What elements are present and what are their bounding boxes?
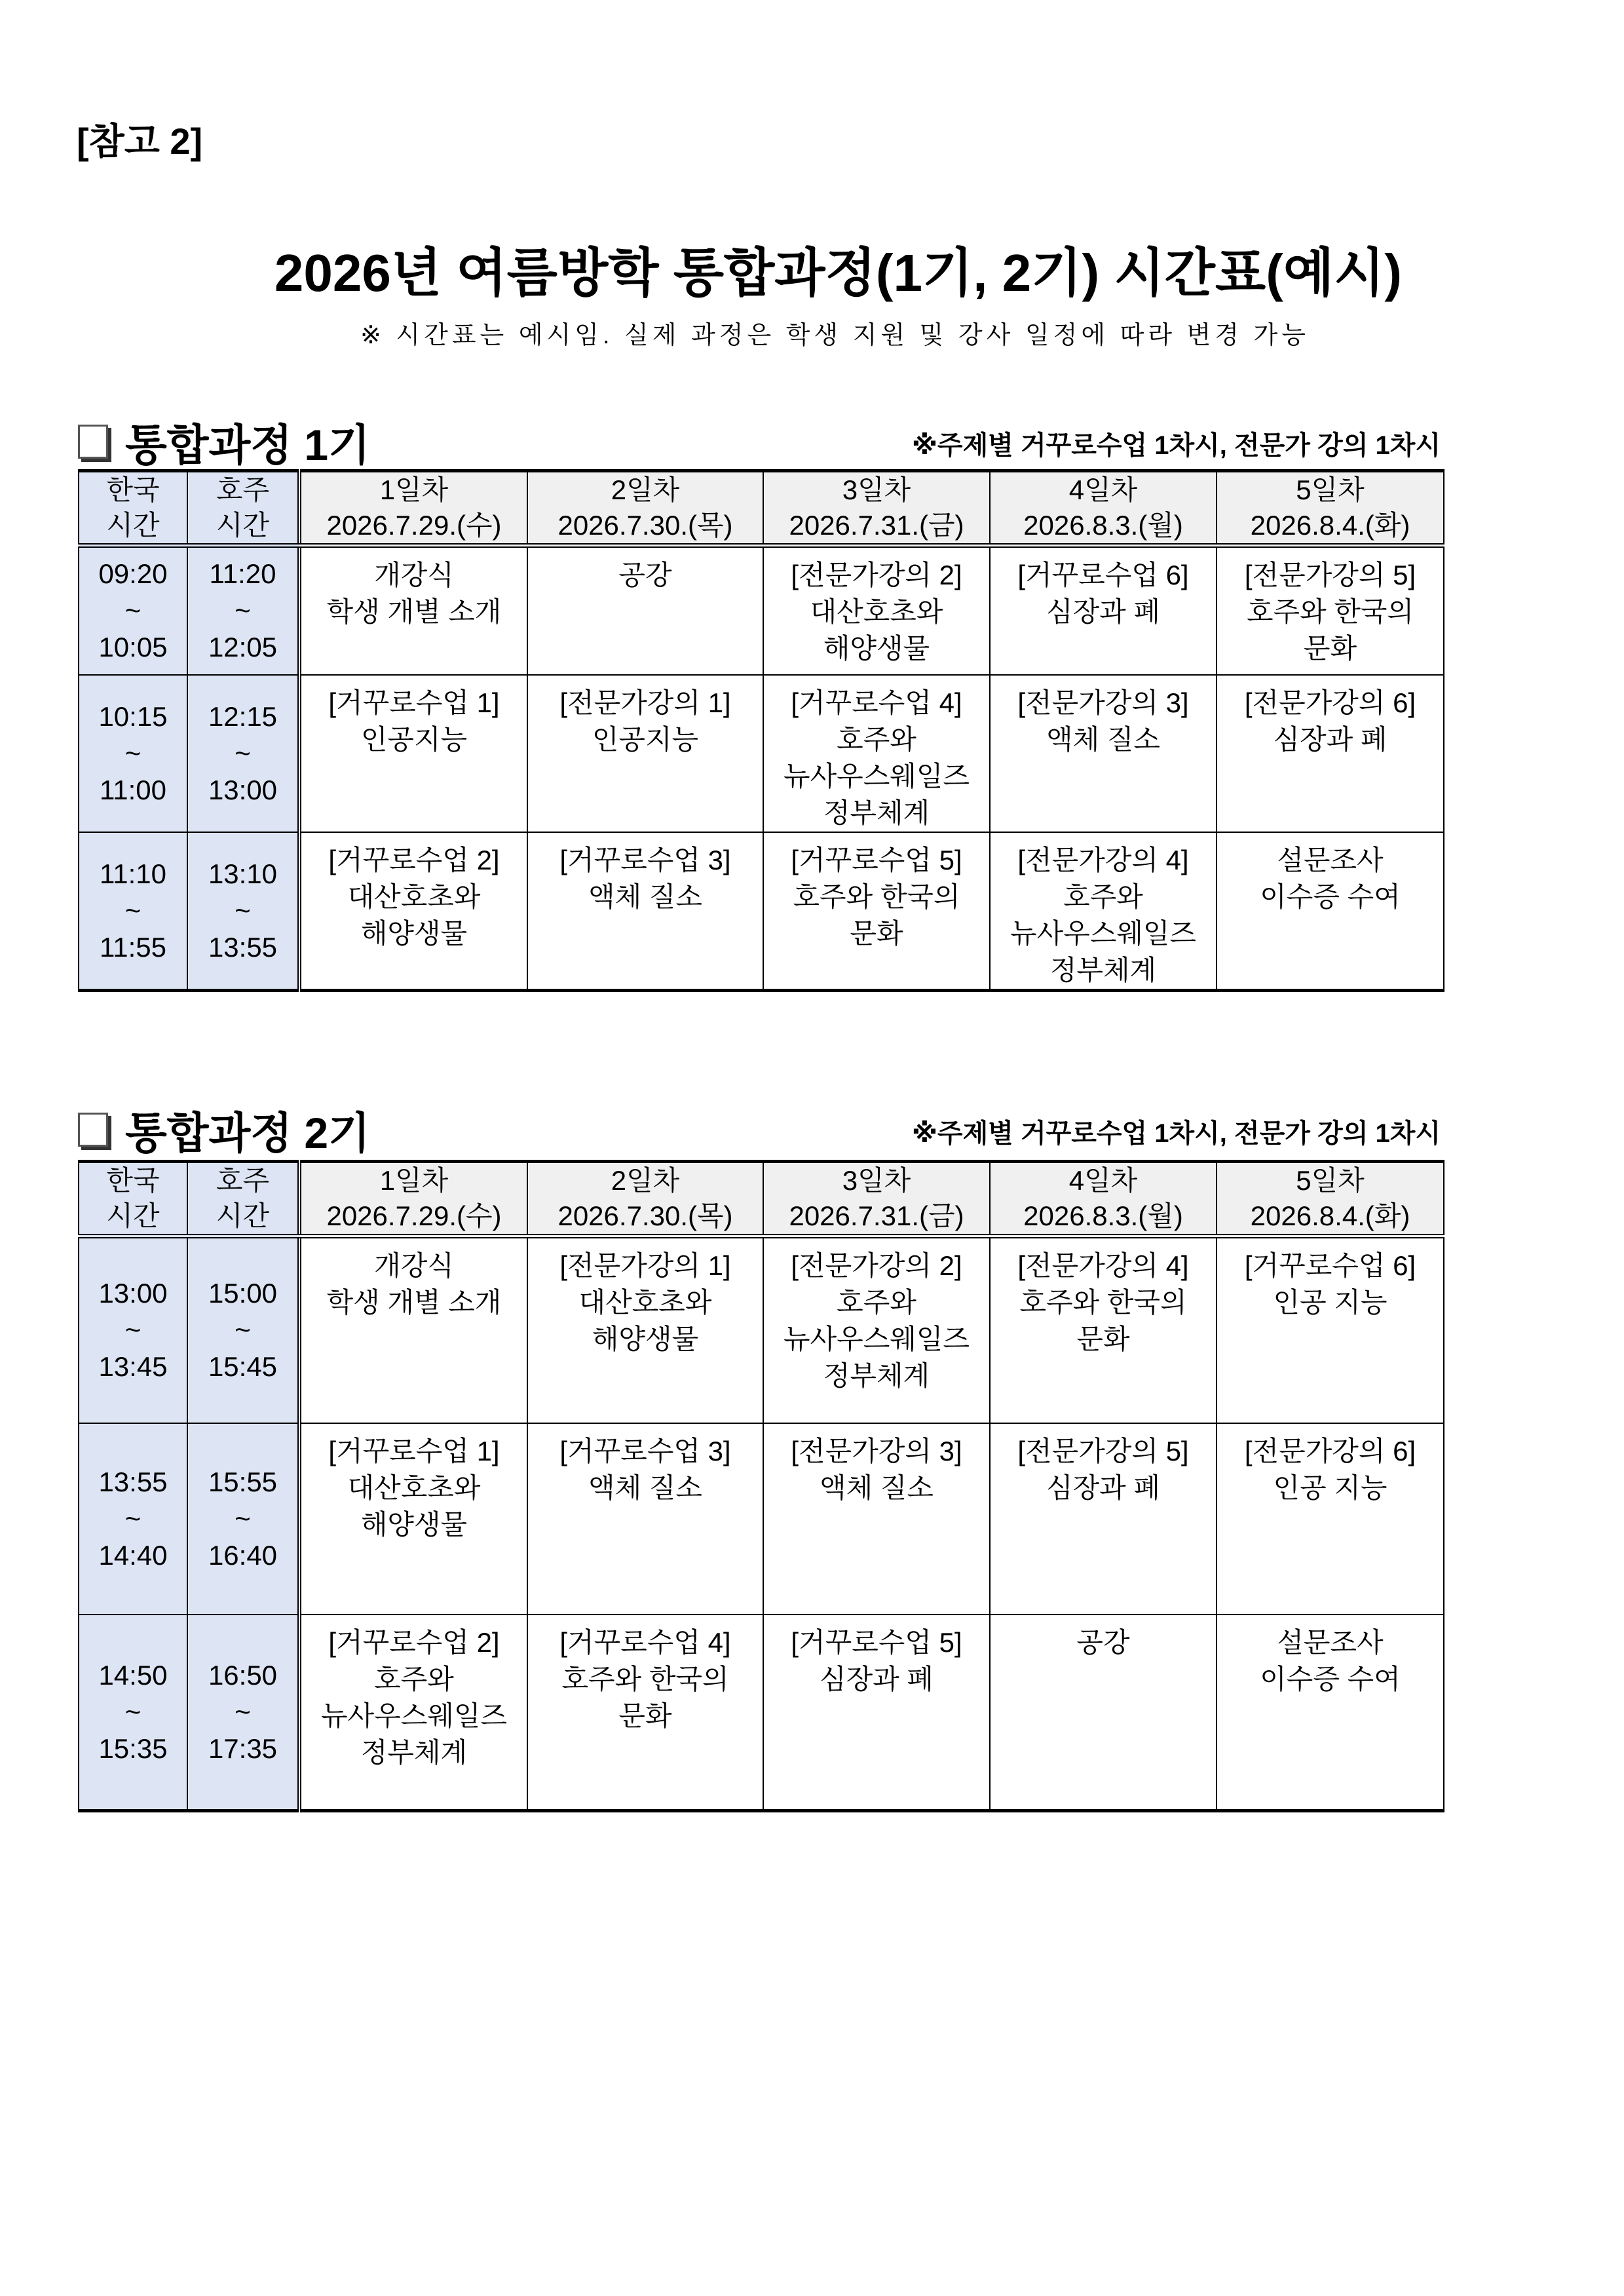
time-text: 13:55 — [208, 931, 278, 963]
time-text: ~ — [235, 894, 251, 926]
day-date: 2026.7.31.(금) — [789, 1200, 964, 1231]
time-text: 11:10 — [100, 858, 166, 889]
section-heading — [78, 410, 370, 472]
session-text: 해양생물 — [823, 633, 930, 664]
korea-time-cell — [79, 832, 187, 991]
header-text: 호주 — [216, 1165, 270, 1196]
day-label: 1일차 — [379, 1165, 449, 1196]
session-text: 문화 — [618, 1700, 672, 1731]
schedule-cell — [990, 1236, 1217, 1423]
session-title: [전문가강의 2] — [791, 1250, 962, 1281]
schedule-cell — [299, 675, 527, 832]
table-row — [79, 675, 1444, 832]
aus-time-cell — [187, 832, 299, 991]
session-title: [전문가강의 5] — [1244, 560, 1416, 590]
session-title: [전문가강의 5] — [1017, 1435, 1189, 1466]
time-text: ~ — [235, 1696, 251, 1727]
session-text: 호주와 — [837, 723, 916, 755]
header-row — [79, 1162, 1444, 1236]
day-label: 2일차 — [611, 1165, 680, 1196]
day-date: 2026.7.31.(금) — [789, 510, 964, 541]
session-text: 액체 질소 — [588, 881, 702, 912]
session-text: 뉴사우스웨일즈 — [320, 1700, 507, 1731]
time-text: 11:00 — [100, 774, 166, 805]
header-day-1 — [299, 1162, 527, 1236]
session-text: 호주와 한국의 — [561, 1663, 729, 1694]
time-text: ~ — [124, 1696, 142, 1727]
timetable-2 — [78, 1160, 1445, 1812]
time-text: ~ — [124, 894, 142, 926]
schedule-cell — [527, 1236, 763, 1423]
schedule-cell — [527, 546, 763, 675]
session-title: [거꾸로수업 4] — [559, 1626, 731, 1658]
schedule-cell — [763, 675, 990, 832]
aus-time-cell — [187, 1236, 299, 1423]
header-day-5 — [1217, 471, 1444, 546]
header-day-2 — [527, 1162, 763, 1236]
session-text: 호주와 — [1063, 881, 1143, 912]
korea-time-cell — [79, 546, 187, 675]
session-text: 해양생물 — [592, 1324, 699, 1354]
header-aus-time — [187, 1162, 299, 1236]
session-title: [전문가강의 4] — [1017, 1250, 1189, 1281]
session-title: [거꾸로수업 1] — [328, 687, 500, 718]
session-title: [전문가강의 6] — [1244, 687, 1416, 718]
schedule-cell — [990, 1615, 1217, 1811]
schedule-cell — [1217, 1423, 1444, 1615]
session-text: 뉴사우스웨일즈 — [783, 1324, 970, 1354]
session-text: 심장과 폐 — [1046, 596, 1160, 627]
schedule-cell — [527, 1615, 763, 1811]
day-date: 2026.7.29.(수) — [326, 510, 502, 541]
section-title: 통합과정 1기 — [125, 421, 370, 469]
timetable-1 — [78, 469, 1445, 992]
session-title: [거꾸로수업 3] — [559, 844, 731, 875]
day-label: 2일차 — [611, 474, 680, 505]
korea-time-cell — [79, 1615, 187, 1811]
session-title: [거꾸로수업 4] — [791, 687, 962, 718]
session-text: 호주와 한국의 — [1246, 596, 1414, 627]
time-text: ~ — [235, 595, 251, 626]
session-text: 문화 — [850, 917, 903, 949]
session-text: 인공 지능 — [1273, 1287, 1388, 1318]
day-date: 2026.7.30.(목) — [557, 1200, 733, 1231]
session-title: [거꾸로수업 5] — [791, 844, 962, 875]
session-text: 학생 개별 소개 — [326, 596, 502, 627]
session-text: 심장과 폐 — [1273, 723, 1388, 755]
header-day-4 — [990, 1162, 1217, 1236]
header-text: 한국 — [106, 474, 160, 505]
header-day-3 — [763, 1162, 990, 1236]
header-text: 호주 — [216, 474, 270, 505]
day-date: 2026.7.29.(수) — [326, 1200, 502, 1231]
section-note: ※주제별 거꾸로수업 1차시, 전문가 강의 1차시 — [912, 431, 1441, 460]
schedule-cell — [763, 1423, 990, 1615]
time-text: 13:00 — [208, 774, 278, 805]
day-label: 5일차 — [1296, 474, 1365, 505]
section-title: 통합과정 2기 — [125, 1109, 370, 1157]
session-text: 대산호초와 — [347, 881, 481, 912]
schedule-cell — [527, 832, 763, 991]
time-text: 15:55 — [208, 1466, 278, 1497]
time-text: 15:35 — [98, 1732, 168, 1764]
session-text: 호주와 — [837, 1287, 916, 1318]
time-text: 14:40 — [98, 1539, 168, 1571]
session-text: 액체 질소 — [1046, 723, 1160, 755]
schedule-cell — [1217, 546, 1444, 675]
day-date: 2026.8.3.(월) — [1023, 1200, 1183, 1231]
session-text: 뉴사우스웨일즈 — [783, 760, 970, 792]
schedule-cell — [527, 1423, 763, 1615]
session-title: [거꾸로수업 6] — [1244, 1250, 1416, 1281]
header-day-5 — [1217, 1162, 1444, 1236]
time-text: 11:55 — [100, 931, 166, 963]
section-2-header — [78, 1098, 1441, 1157]
section-heading — [78, 1098, 370, 1160]
header-day-2 — [527, 471, 763, 546]
section-1-header — [78, 410, 1441, 469]
table-row — [79, 1423, 1444, 1615]
korea-time-cell — [79, 675, 187, 832]
session-text: 대산호초와 — [810, 596, 943, 627]
session-text: 대산호초와 — [578, 1287, 712, 1318]
session-text: 정부체계 — [823, 1360, 930, 1391]
session-title: [거꾸로수업 3] — [559, 1435, 731, 1466]
session-title: 설문조사 — [1277, 1626, 1384, 1658]
day-date: 2026.8.4.(화) — [1250, 1200, 1410, 1231]
session-text: 심장과 폐 — [820, 1663, 934, 1694]
schedule-cell — [990, 832, 1217, 991]
session-text: 해양생물 — [360, 1508, 468, 1540]
session-title: [거꾸로수업 2] — [328, 844, 500, 875]
table-row — [79, 1236, 1444, 1423]
header-text: 한국 — [106, 1165, 160, 1196]
time-text: ~ — [124, 1502, 142, 1534]
session-title: 설문조사 — [1277, 844, 1384, 875]
time-text: 09:20 — [98, 558, 168, 590]
header-korea-time — [79, 1162, 187, 1236]
schedule-cell — [990, 675, 1217, 832]
time-text: ~ — [235, 1314, 251, 1346]
day-label: 3일차 — [842, 1165, 911, 1196]
time-text: 15:45 — [208, 1351, 278, 1383]
schedule-cell — [990, 1423, 1217, 1615]
schedule-cell — [1217, 832, 1444, 991]
time-text: 10:05 — [98, 632, 168, 663]
session-title: 공강 — [618, 560, 672, 590]
session-title: [거꾸로수업 6] — [1017, 560, 1189, 590]
time-text: ~ — [235, 737, 251, 769]
time-text: 12:15 — [208, 700, 278, 732]
table-row — [79, 546, 1444, 675]
korea-time-cell — [79, 1423, 187, 1615]
session-title: [전문가강의 1] — [559, 1250, 731, 1281]
table-row — [79, 832, 1444, 991]
time-text: ~ — [235, 1502, 251, 1534]
session-text: 문화 — [1303, 633, 1357, 664]
aus-time-cell — [187, 1423, 299, 1615]
aus-time-cell — [187, 1615, 299, 1811]
session-title: [전문가강의 6] — [1244, 1435, 1416, 1466]
header-day-4 — [990, 471, 1217, 546]
session-text: 정부체계 — [823, 797, 930, 828]
time-text: 12:05 — [208, 632, 278, 663]
schedule-cell — [763, 546, 990, 675]
schedule-cell — [299, 1615, 527, 1811]
session-title: [전문가강의 3] — [791, 1435, 962, 1466]
korea-time-cell — [79, 1236, 187, 1423]
session-title: [전문가강의 1] — [559, 687, 731, 718]
session-text: 정부체계 — [360, 1736, 468, 1768]
schedule-cell — [299, 1236, 527, 1423]
aus-time-cell — [187, 675, 299, 832]
schedule-cell — [763, 832, 990, 991]
time-text: ~ — [124, 737, 142, 769]
header-text: 시간 — [106, 1200, 160, 1231]
header-day-1 — [299, 471, 527, 546]
section-note: ※주제별 거꾸로수업 1차시, 전문가 강의 1차시 — [912, 1119, 1441, 1148]
header-aus-time — [187, 471, 299, 546]
header-day-3 — [763, 471, 990, 546]
session-text: 뉴사우스웨일즈 — [1010, 917, 1196, 949]
header-row — [79, 471, 1444, 546]
session-text: 인공지능 — [592, 723, 699, 755]
session-title: [거꾸로수업 5] — [791, 1626, 962, 1658]
day-label: 1일차 — [379, 474, 449, 505]
session-text: 인공지능 — [360, 723, 468, 755]
day-label: 4일차 — [1068, 474, 1138, 505]
session-text: 심장과 폐 — [1046, 1472, 1160, 1503]
time-text: 11:20 — [209, 558, 276, 590]
day-date: 2026.8.4.(화) — [1250, 510, 1410, 541]
day-date: 2026.7.30.(목) — [557, 510, 733, 541]
time-text: 13:55 — [98, 1466, 168, 1497]
schedule-cell — [527, 675, 763, 832]
time-text: 16:40 — [208, 1539, 278, 1571]
day-date: 2026.8.3.(월) — [1023, 510, 1183, 541]
header-text: 시간 — [106, 510, 160, 541]
session-text: 정부체계 — [1049, 954, 1157, 985]
time-text: 13:10 — [208, 858, 278, 889]
session-text: 호주와 한국의 — [793, 881, 960, 912]
session-text: 대산호초와 — [347, 1472, 481, 1503]
schedule-cell — [299, 832, 527, 991]
time-text: 15:00 — [208, 1278, 278, 1309]
time-text: 10:15 — [98, 700, 168, 732]
checkbox-bullet-icon — [78, 1113, 108, 1147]
session-text: 호주와 한국의 — [1019, 1287, 1187, 1318]
session-text: 학생 개별 소개 — [326, 1287, 502, 1318]
session-text: 문화 — [1076, 1324, 1130, 1354]
day-label: 3일차 — [842, 474, 911, 505]
session-title: 공강 — [1076, 1626, 1130, 1658]
schedule-cell — [763, 1615, 990, 1811]
time-text: ~ — [124, 1314, 142, 1346]
session-text: 인공 지능 — [1273, 1472, 1388, 1503]
session-text: 해양생물 — [360, 917, 468, 949]
session-title: 개강식 — [374, 560, 454, 590]
time-text: 13:45 — [98, 1351, 168, 1383]
day-label: 4일차 — [1068, 1165, 1138, 1196]
day-label: 5일차 — [1296, 1165, 1365, 1196]
header-text: 시간 — [216, 510, 270, 541]
schedule-cell — [990, 546, 1217, 675]
session-text: 액체 질소 — [588, 1472, 702, 1503]
session-title: 개강식 — [374, 1250, 454, 1281]
table-row — [79, 1615, 1444, 1811]
header-text: 시간 — [216, 1200, 270, 1231]
session-text: 이수증 수여 — [1260, 881, 1401, 912]
schedule-cell — [763, 1236, 990, 1423]
session-text: 이수증 수여 — [1260, 1663, 1401, 1694]
schedule-cell — [299, 546, 527, 675]
header-korea-time — [79, 471, 187, 546]
session-title: [전문가강의 2] — [791, 560, 962, 590]
session-title: [거꾸로수업 1] — [328, 1435, 500, 1466]
session-text: 호주와 — [374, 1663, 454, 1694]
time-text: 17:35 — [208, 1732, 278, 1764]
time-text: 13:00 — [98, 1278, 168, 1309]
schedule-cell — [1217, 1236, 1444, 1423]
reference-label: [참고 2] — [77, 121, 203, 162]
session-title: [전문가강의 3] — [1017, 687, 1189, 718]
time-text: 14:50 — [98, 1659, 168, 1691]
session-text: 액체 질소 — [820, 1472, 934, 1503]
time-text: 16:50 — [208, 1659, 278, 1691]
session-title: [거꾸로수업 2] — [328, 1626, 500, 1658]
time-text: ~ — [124, 595, 142, 626]
subtitle-note: ※ 시간표는 예시임. 실제 과정은 학생 지원 및 강사 일정에 따라 변경 가능 — [360, 322, 1310, 349]
page-title: 2026년 여름방학 통합과정(1기, 2기) 시간표(예시) — [274, 244, 1403, 302]
schedule-cell — [1217, 675, 1444, 832]
checkbox-bullet-icon — [78, 425, 108, 459]
schedule-cell — [1217, 1615, 1444, 1811]
schedule-cell — [299, 1423, 527, 1615]
aus-time-cell — [187, 546, 299, 675]
session-title: [전문가강의 4] — [1017, 844, 1189, 875]
